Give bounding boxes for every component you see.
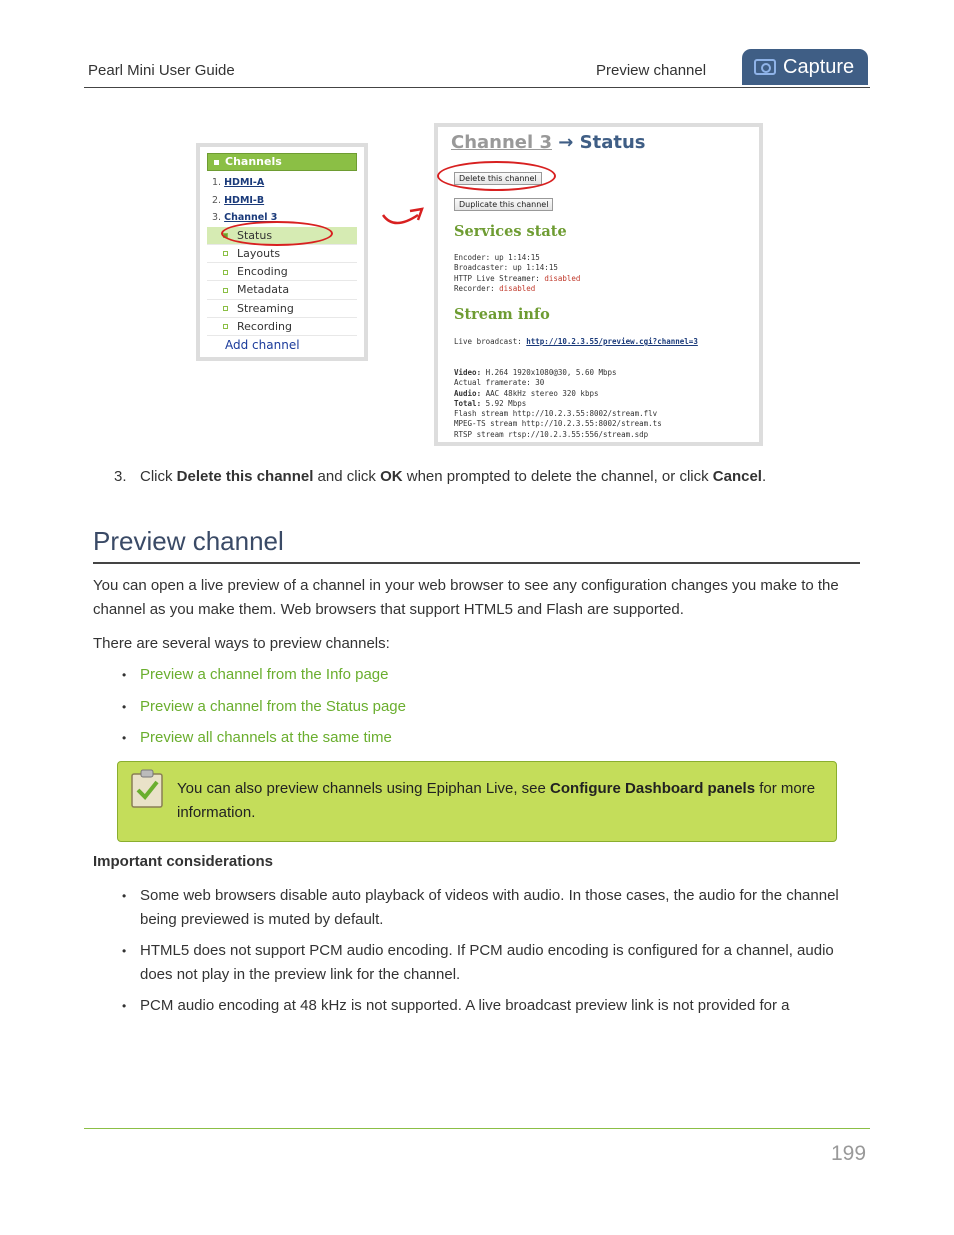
menu-sub-status: Status [207,227,357,245]
services-state-lines: Encoder: up 1:14:15 Broadcaster: up 1:14:15 HTTP Live Streamer: disabled Recorder: disabled [454,253,581,293]
note-text: You can also preview channels using Epiphan Live, see Configure Dashboard panels for more information. [177,780,816,821]
footer-rule [84,1128,870,1129]
step-3: 3. Click Delete this channel and click OK when prompted to delete the channel, or click Cancel. [114,468,767,485]
status-title: Channel 3 → Status [451,132,646,153]
link-preview-info-page[interactable]: Preview a channel from the Info page [140,666,389,683]
bullet-icon: • [122,889,127,903]
link-preview-status-page[interactable]: Preview a channel from the Status page [140,698,406,715]
capture-brand-tab [742,49,868,85]
menu-add-channel: Add channel [225,338,300,353]
bullet-icon: • [122,999,127,1013]
menu-sub-recording: Recording [207,318,357,336]
delete-channel-button: Delete this channel [454,172,542,185]
live-broadcast-link: http://10.2.3.55/preview.cgi?channel=3 [526,337,698,346]
menu-sub-encoding: Encoding [207,263,357,281]
consideration-text: HTML5 does not support PCM audio encoding. If PCM audio encoding is configured for a channel, audio does not play in the preview link for the channel. [140,942,834,983]
menu-sub-metadata: Metadata [207,281,357,299]
square-bullet-icon [223,324,228,329]
live-broadcast-line: Live broadcast: http://10.2.3.55/preview.cgi?channel=3 [454,337,698,346]
square-bullet-icon [214,160,219,165]
menu-item-hdmi-b: 2. HDMI-B [212,194,265,206]
menu-sub-layouts: Layouts [207,245,357,263]
section-rule [93,562,860,564]
link-preview-all-channels[interactable]: Preview all channels at the same time [140,729,392,746]
menu-item-channel-3: 3. Channel 3 [212,212,278,223]
ways-paragraph: There are several ways to preview channels: [93,635,390,652]
section-heading: Preview channel [93,526,284,556]
stream-info-lines: Video: H.264 1920x1080@30, 5.60 Mbps Actual framerate: 30 Audio: AAC 48kHz stereo 320 kbps Total: 5.92 Mbps Flash stream http://10.2.3.55:8002/stream.flv MPEG-TS stream http://10.2.3.55:8002/stream.ts RTSP stream rtsp://10.2.3.55:556/stream.sdp [454,368,662,439]
header-section-title: Preview channel [596,62,707,79]
guide-title: Pearl Mini User Guide [88,62,235,79]
menu-item-hdmi-a: 1. HDMI-A [212,177,265,188]
square-bullet-icon [223,251,228,256]
considerations-heading: Important considerations [93,853,274,870]
consideration-text: Some web browsers disable auto playback of videos with audio. In those cases, the audio for the channel being previewed is muted by default. [140,887,839,928]
bullet-icon: • [122,944,127,958]
intro-paragraph: You can open a live preview of a channel in your web browser to see any configuration changes you make to the channel as you make them. Web browsers that support HTML5 and Flash are supported. [93,577,839,618]
services-state-heading: Services state [454,223,567,240]
note-box [117,761,837,842]
bullet-icon: • [122,700,127,714]
consideration-text: PCM audio encoding at 48 kHz is not supported. A live broadcast preview link is not provided for a [140,997,790,1014]
square-bullet-icon [223,306,228,311]
curved-arrow-icon [380,205,426,231]
camera-icon [754,59,776,75]
square-bullet-icon [223,270,228,275]
stream-info-heading: Stream info [454,306,550,323]
brand-label: Capture [783,55,855,78]
header-rule [84,87,870,88]
menu-header: Channels [207,153,357,171]
clipboard-check-icon [130,768,164,808]
highlight-oval-status [221,221,333,246]
page-number: 199 [831,1142,867,1165]
duplicate-channel-button: Duplicate this channel [454,198,553,211]
menu-sub-streaming: Streaming [207,300,357,318]
square-bullet-icon [223,288,228,293]
bullet-icon: • [122,668,127,682]
highlight-oval-delete [437,161,556,191]
channel-menu-screenshot [196,143,368,361]
bullet-icon: • [122,731,127,745]
